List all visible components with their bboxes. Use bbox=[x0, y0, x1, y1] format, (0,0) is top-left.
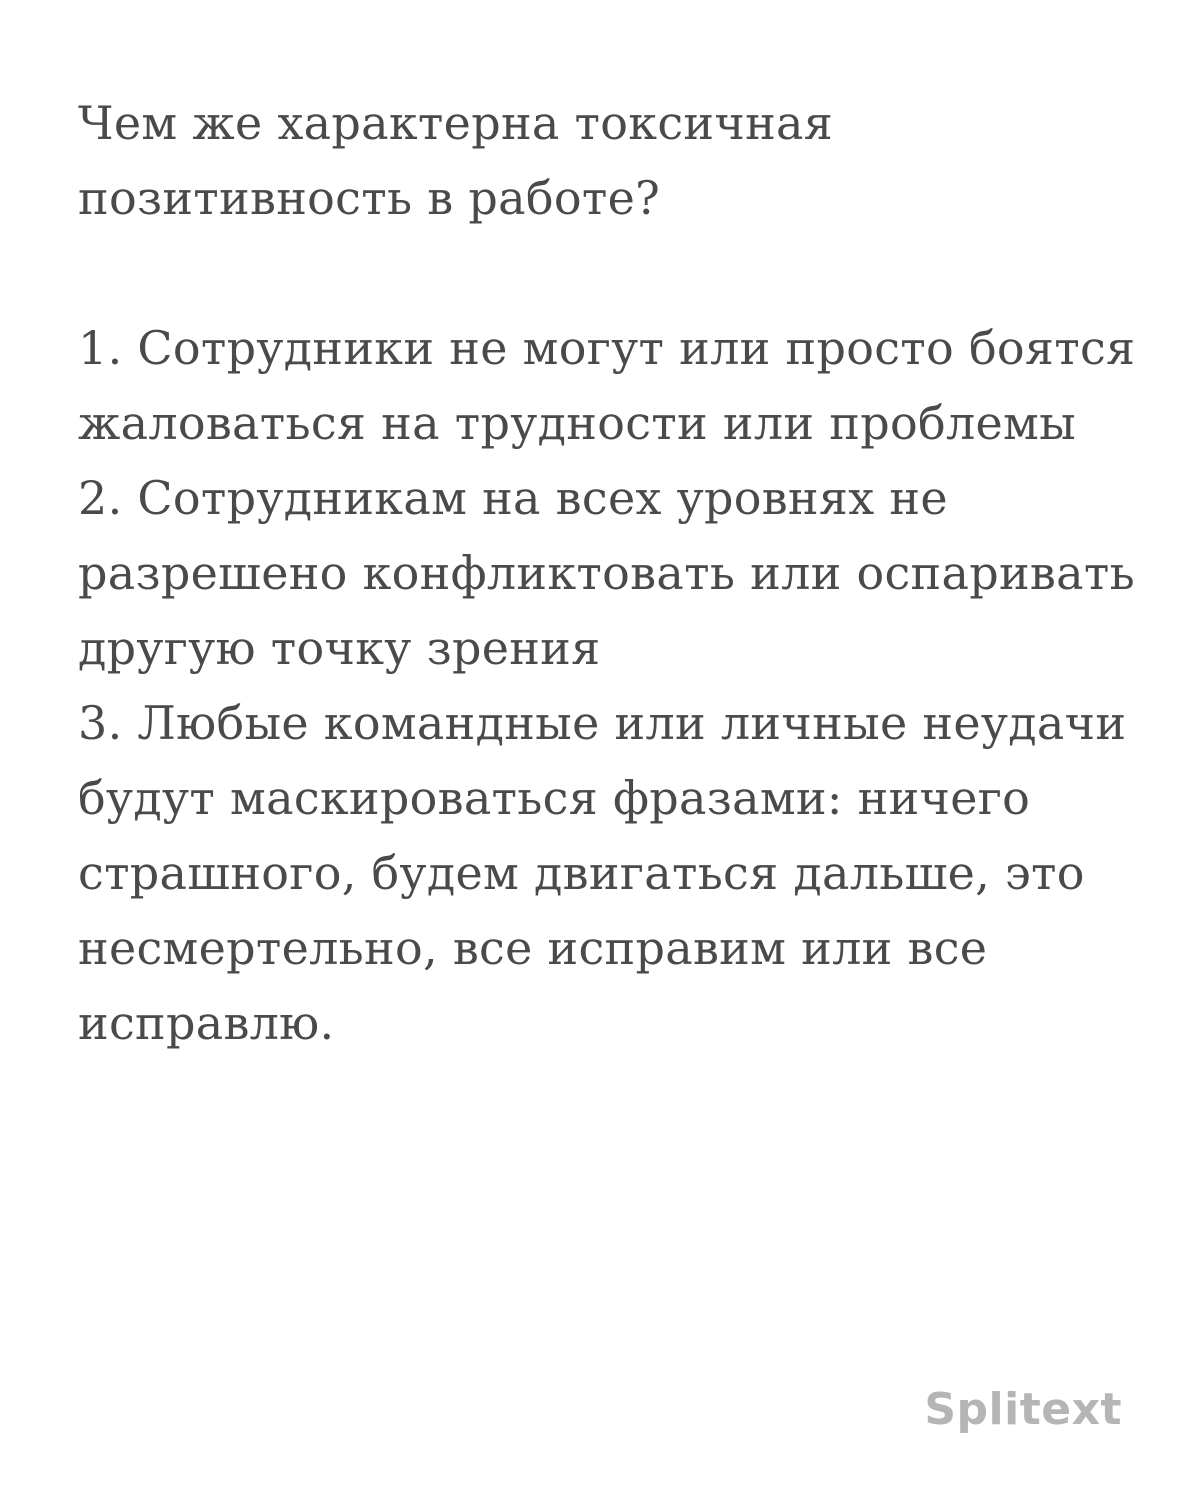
document-body bbox=[78, 86, 1158, 1061]
paragraph-gap bbox=[78, 236, 1158, 311]
document-heading: Чем же характерна токсичная позитивность в работе? bbox=[78, 96, 834, 225]
splitext-watermark: Splitext bbox=[924, 1384, 1122, 1435]
list-item-1: 1. Сотрудники не могут или просто боятся жаловаться на трудности или проблемы bbox=[78, 321, 1136, 450]
list-item-3: 3. Любые командные или личные неудачи будут маскироваться фразами: ничего страшного, будем двигаться дальше, это несмертельно, все исправим или все исправлю. bbox=[78, 696, 1127, 1050]
list-item-2: 2. Сотрудникам на всех уровнях не разрешено конфликтовать или оспаривать другую точку зрения bbox=[78, 471, 1135, 675]
